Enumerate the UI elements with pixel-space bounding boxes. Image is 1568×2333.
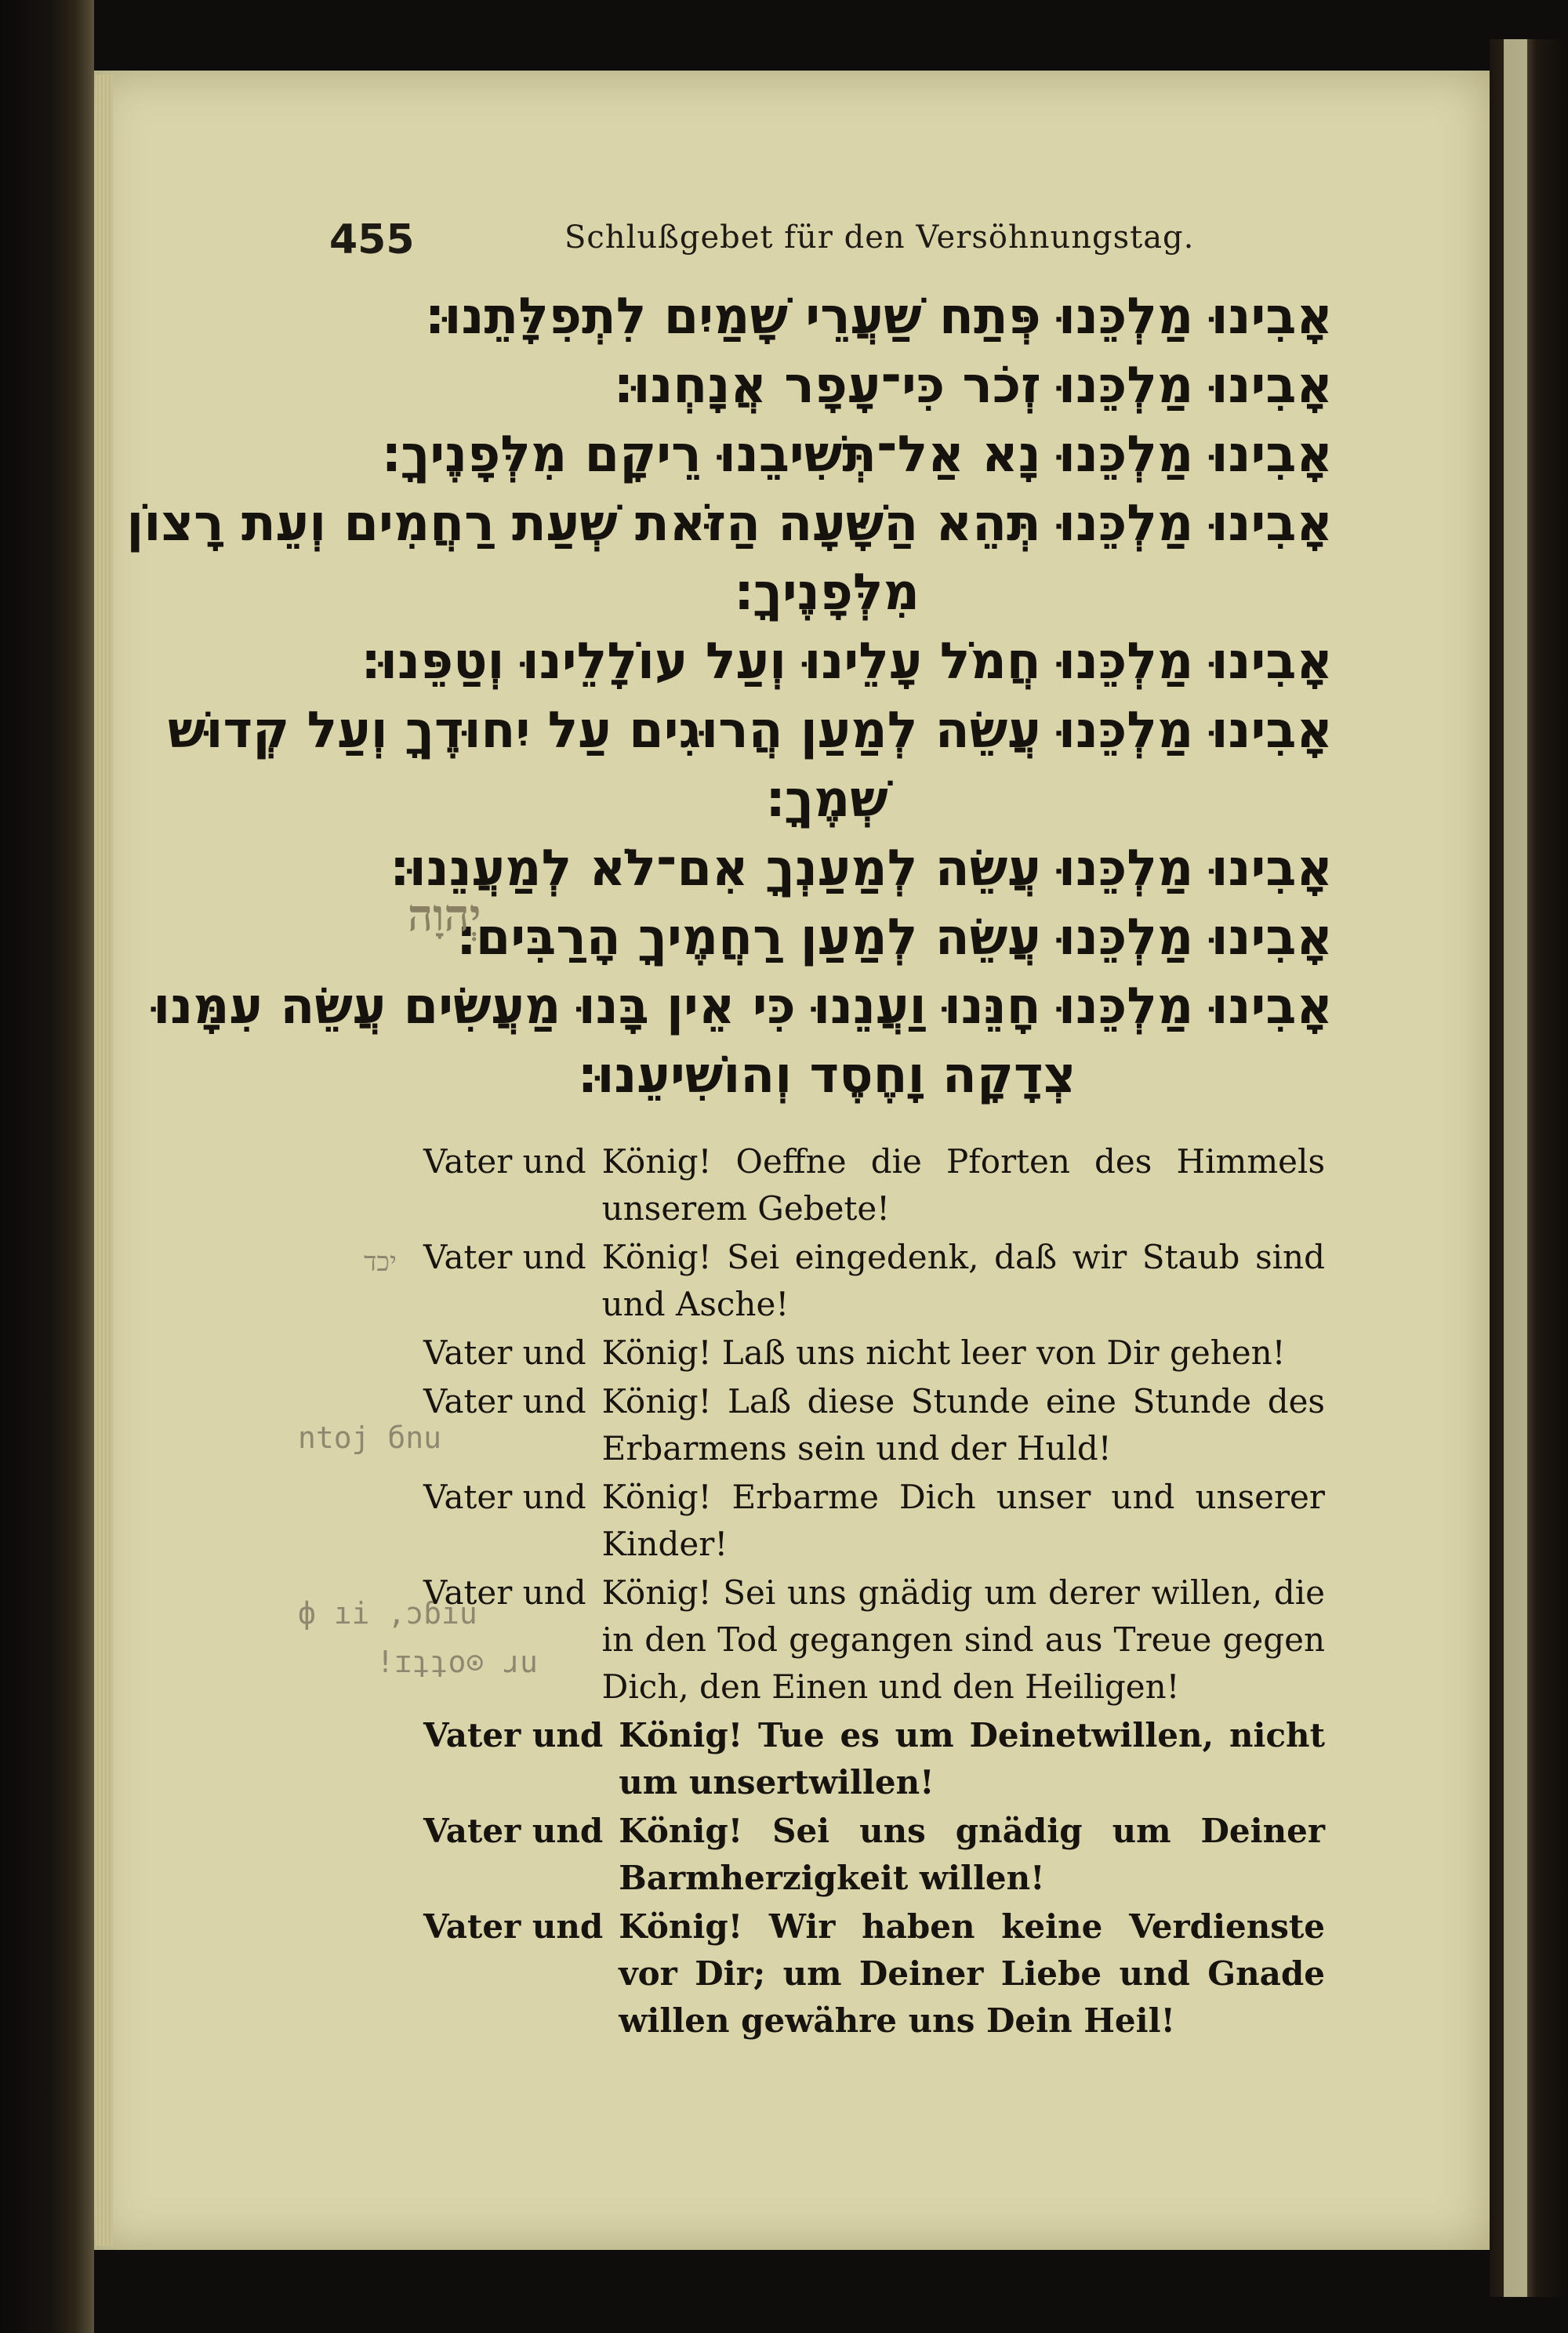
hebrew-line: אָבִינוּ מַלְכֵּנוּ תְּהֵא הַשָּׁעָה הַזֹּאת שְׁעַת רַחֲמִים וְעֵת רָצוֹן [126,495,1333,553]
hebrew-line: אָבִינוּ מַלְכֵּנוּ חָנֵּנוּ וַעֲנֵנוּ כִּי אֵין בָּנוּ מַעֲשִׂים עֲשֵׂה עִמָּנוּ [153,978,1333,1036]
entry-text: König! Sei uns gnädig um derer willen, die in den Tod gegangen sind aus Treue gegen Dich, den Einen und den Heiligen! [601,1573,1325,1706]
translation-entry [423,1138,1325,1232]
translation-entry [423,1903,1325,2045]
running-head: Schlußgebet für den Versöhnungstag. [564,220,1195,256]
entry-text: König! Laß uns nicht leer von Dir gehen! [601,1333,1286,1372]
translation-entry [423,1474,1325,1568]
margin-note: יכד [364,1246,397,1278]
hebrew-line: אָבִינוּ מַלְכֵּנוּ עֲשֵׂה לְמַעַן רַחֲמֶיךָ הָרַבִּים׃ [456,909,1333,967]
translation-entry [423,1378,1325,1472]
hebrew-prayer-block [126,282,1333,1110]
entry-lead: Vater und [423,1478,586,1516]
hebrew-line-continuation: שְׁמֶךָ׃ [766,771,888,829]
entry-text: König! Sei eingedenk, daß wir Staub sind und Asche! [601,1238,1325,1323]
translation-entry [423,1234,1325,1328]
hebrew-line: אָבִינוּ מַלְכֵּנוּ נָא אַל־תְּשִׁיבֵנוּ רֵיקָם מִלְּפָנֶיךָ׃ [382,426,1333,484]
entry-lead: Vater und [423,1142,586,1181]
hebrew-line: אָבִינוּ מַלְכֵּנוּ חֲמֹל עָלֵינוּ וְעַל עוֹלָלֵינוּ וְטַפֵּנוּ׃ [361,633,1333,691]
adjacent-page-edge [1490,39,1568,2297]
entry-lead: Vater und [423,1812,604,1850]
translation-entry [423,1569,1325,1711]
entry-lead: Vater und [423,1382,586,1420]
entry-lead: Vater und [423,1238,586,1276]
margin-bleedthrough-hebrew: יְהוָה [408,891,481,942]
entry-text: König! Tue es um Deinetwillen, nicht um unsertwillen! [619,1716,1325,1801]
translation-entry [423,1808,1325,1902]
hebrew-line: אָבִינוּ מַלְכֵּנוּ עֲשֵׂה לְמַעַנְךָ אִם־לֹא לְמַעֲנֵנוּ׃ [390,840,1333,898]
entry-lead: Vater und [423,1716,604,1754]
hebrew-line: אָבִינוּ מַלְכֵּנוּ עֲשֵׂה לְמַעַן הֲרוּגִים עַל יִחוּדֶךָ וְעַל קְדוּשׁ [167,702,1333,760]
entry-lead: Vater und [423,1573,586,1612]
translation-entry [423,1330,1325,1377]
page-number: 455 [329,216,415,263]
hebrew-line-continuation: צְדָקָה וָחֶסֶד וְהוֹשִׁיעֵנוּ׃ [578,1047,1076,1105]
entry-text: König! Oeffne die Pforten des Himmels unserem Gebete! [601,1142,1325,1228]
hebrew-line: אָבִינוּ מַלְכֵּנוּ פְּתַח שַׁעֲרֵי שָׁמַיִם לִתְפִלָּתֵנוּ׃ [425,288,1333,346]
entry-text: König! Laß diese Stunde eine Stunde des Erbarmens sein und der Huld! [601,1382,1325,1468]
margin-note: !ɪʇʇo⊙ ɹu [376,1645,538,1679]
book-spine-shadow [0,0,94,2333]
hebrew-line: אָבִינוּ מַלְכֵּנוּ זְכֹר כִּי־עָפָר אֲנָחְנוּ׃ [614,357,1333,415]
page-stack-edges [96,74,113,2246]
entry-lead: Vater und [423,1333,586,1372]
entry-text: König! Erbarme Dich unser und unserer Kinder! [601,1478,1325,1563]
entry-lead: Vater und [423,1907,604,1946]
entry-text: König! Wir haben keine Verdienste vor Dir; um Deiner Liebe und Gnade willen gewähre uns Dein Heil! [619,1907,1325,2040]
margin-note: ntoj бnu [298,1420,442,1455]
entry-text: König! Sei uns gnädig um Deiner Barmherzigkeit willen! [619,1812,1325,1897]
margin-note: ф ıi ,ɔɓıu [298,1596,477,1631]
translation-entry [423,1712,1325,1806]
hebrew-line-continuation: מִלְּפָנֶיךָ׃ [735,564,920,622]
german-translation-block [423,1138,1325,2046]
